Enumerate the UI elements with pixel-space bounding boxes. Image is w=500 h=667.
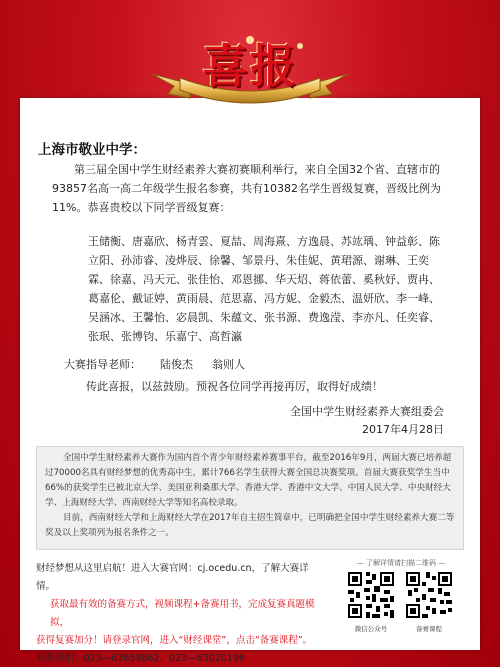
banner	[150, 28, 350, 106]
school-name: 上海市敬业中学：	[38, 142, 146, 158]
teacher-name: 翁则人	[212, 358, 245, 371]
qr-code-wechat-icon[interactable]	[346, 570, 396, 620]
footer-website-line: 财经梦想从这里启航！进入大赛官网：cj.ocedu.cn，了解大赛详情。	[36, 563, 309, 592]
organizer-signature	[290, 403, 444, 439]
footer-contact-line: 联系我们：023—63659862、023—63020196	[36, 653, 245, 664]
issue-date: 2017年4月28日	[362, 423, 444, 436]
banner-title: 喜报	[202, 39, 298, 93]
intro-paragraph: 第三届全国中学生财经素养大赛初赛顺利举行，来自全国32个省、直辖市的93857名高一高二年级学生报名参赛，共有10382名学生晋级复赛，晋级比例为11%。恭喜贵校以下同学晋级复赛：	[52, 163, 441, 214]
organizer-name: 全国中学生财经素养大赛组委会	[290, 405, 444, 418]
qr-code-course-icon[interactable]	[404, 570, 454, 620]
teacher-name: 陆俊杰	[160, 358, 193, 371]
qr-label-wechat: 微信公众号	[354, 625, 388, 633]
qr-label-course: 备赛课程	[416, 625, 442, 633]
qr-caption: — 了解详情请扫描二维码 —	[356, 559, 446, 567]
teacher-label: 大赛指导老师：	[64, 358, 141, 371]
footer-bonus-line: 获得复赛加分！请登录官网，进入“财经课堂”，点击“备赛课程”。	[36, 635, 313, 646]
info-paragraph: 目前，西南财经大学和上海财经大学在2017年自主招生简章中，已明确把全国中学生财经素养大赛二等奖及以上奖项列为报名条件之一。	[45, 513, 455, 538]
student-names: 王储衡、唐嘉欣、杨青雲、夏喆、周海熹、方逸晨、苏竑瑀、钟益彰、陈立阳、孙沛睿、凌烨辰、徐馨、邹景丹、朱佳妮、黄珺源、谢琳、王奕霖、徐嘉、冯天元、张佳怡、邓恩挪、华天炤、蒋依蕾、奚秋妤、贾冉、葛嘉伦、戴证婷、黄雨晨、范思嘉、冯方妮、金毅杰、温妍欣、李一峰、吴涵冰、王馨怡、宓晨凯、朱蕴文、张书源、费逸滢、李亦凡、任奕睿、张珉、张博钧、乐嘉宁、高哲瀛	[88, 235, 440, 343]
footer-prep-line: 获取最有效的备赛方式，视频课程+备赛用书，完成复赛真题模拟，	[50, 599, 315, 628]
closing-text: 传此喜报，以兹鼓励。预祝各位同学再接再厉，取得好成绩！	[86, 380, 383, 393]
info-paragraph: 全国中学生财经素养大赛作为国内首个青少年财经素养赛事平台，截至2016年9月，两届大赛已培养超过70000名具有财经梦想的优秀高中生，累计766名学生获得大赛全国总决赛奖项。首届大赛获奖学生当中66%的获奖学生已被北京大学、美国亚利桑那大学、香港大学、香港中文大学、中国人民大学、中央财经大学、上海财经大学、西南财经大学等知名高校录取。	[45, 453, 452, 508]
info-box	[36, 446, 464, 550]
footer	[36, 560, 326, 667]
teacher-line	[64, 356, 245, 372]
